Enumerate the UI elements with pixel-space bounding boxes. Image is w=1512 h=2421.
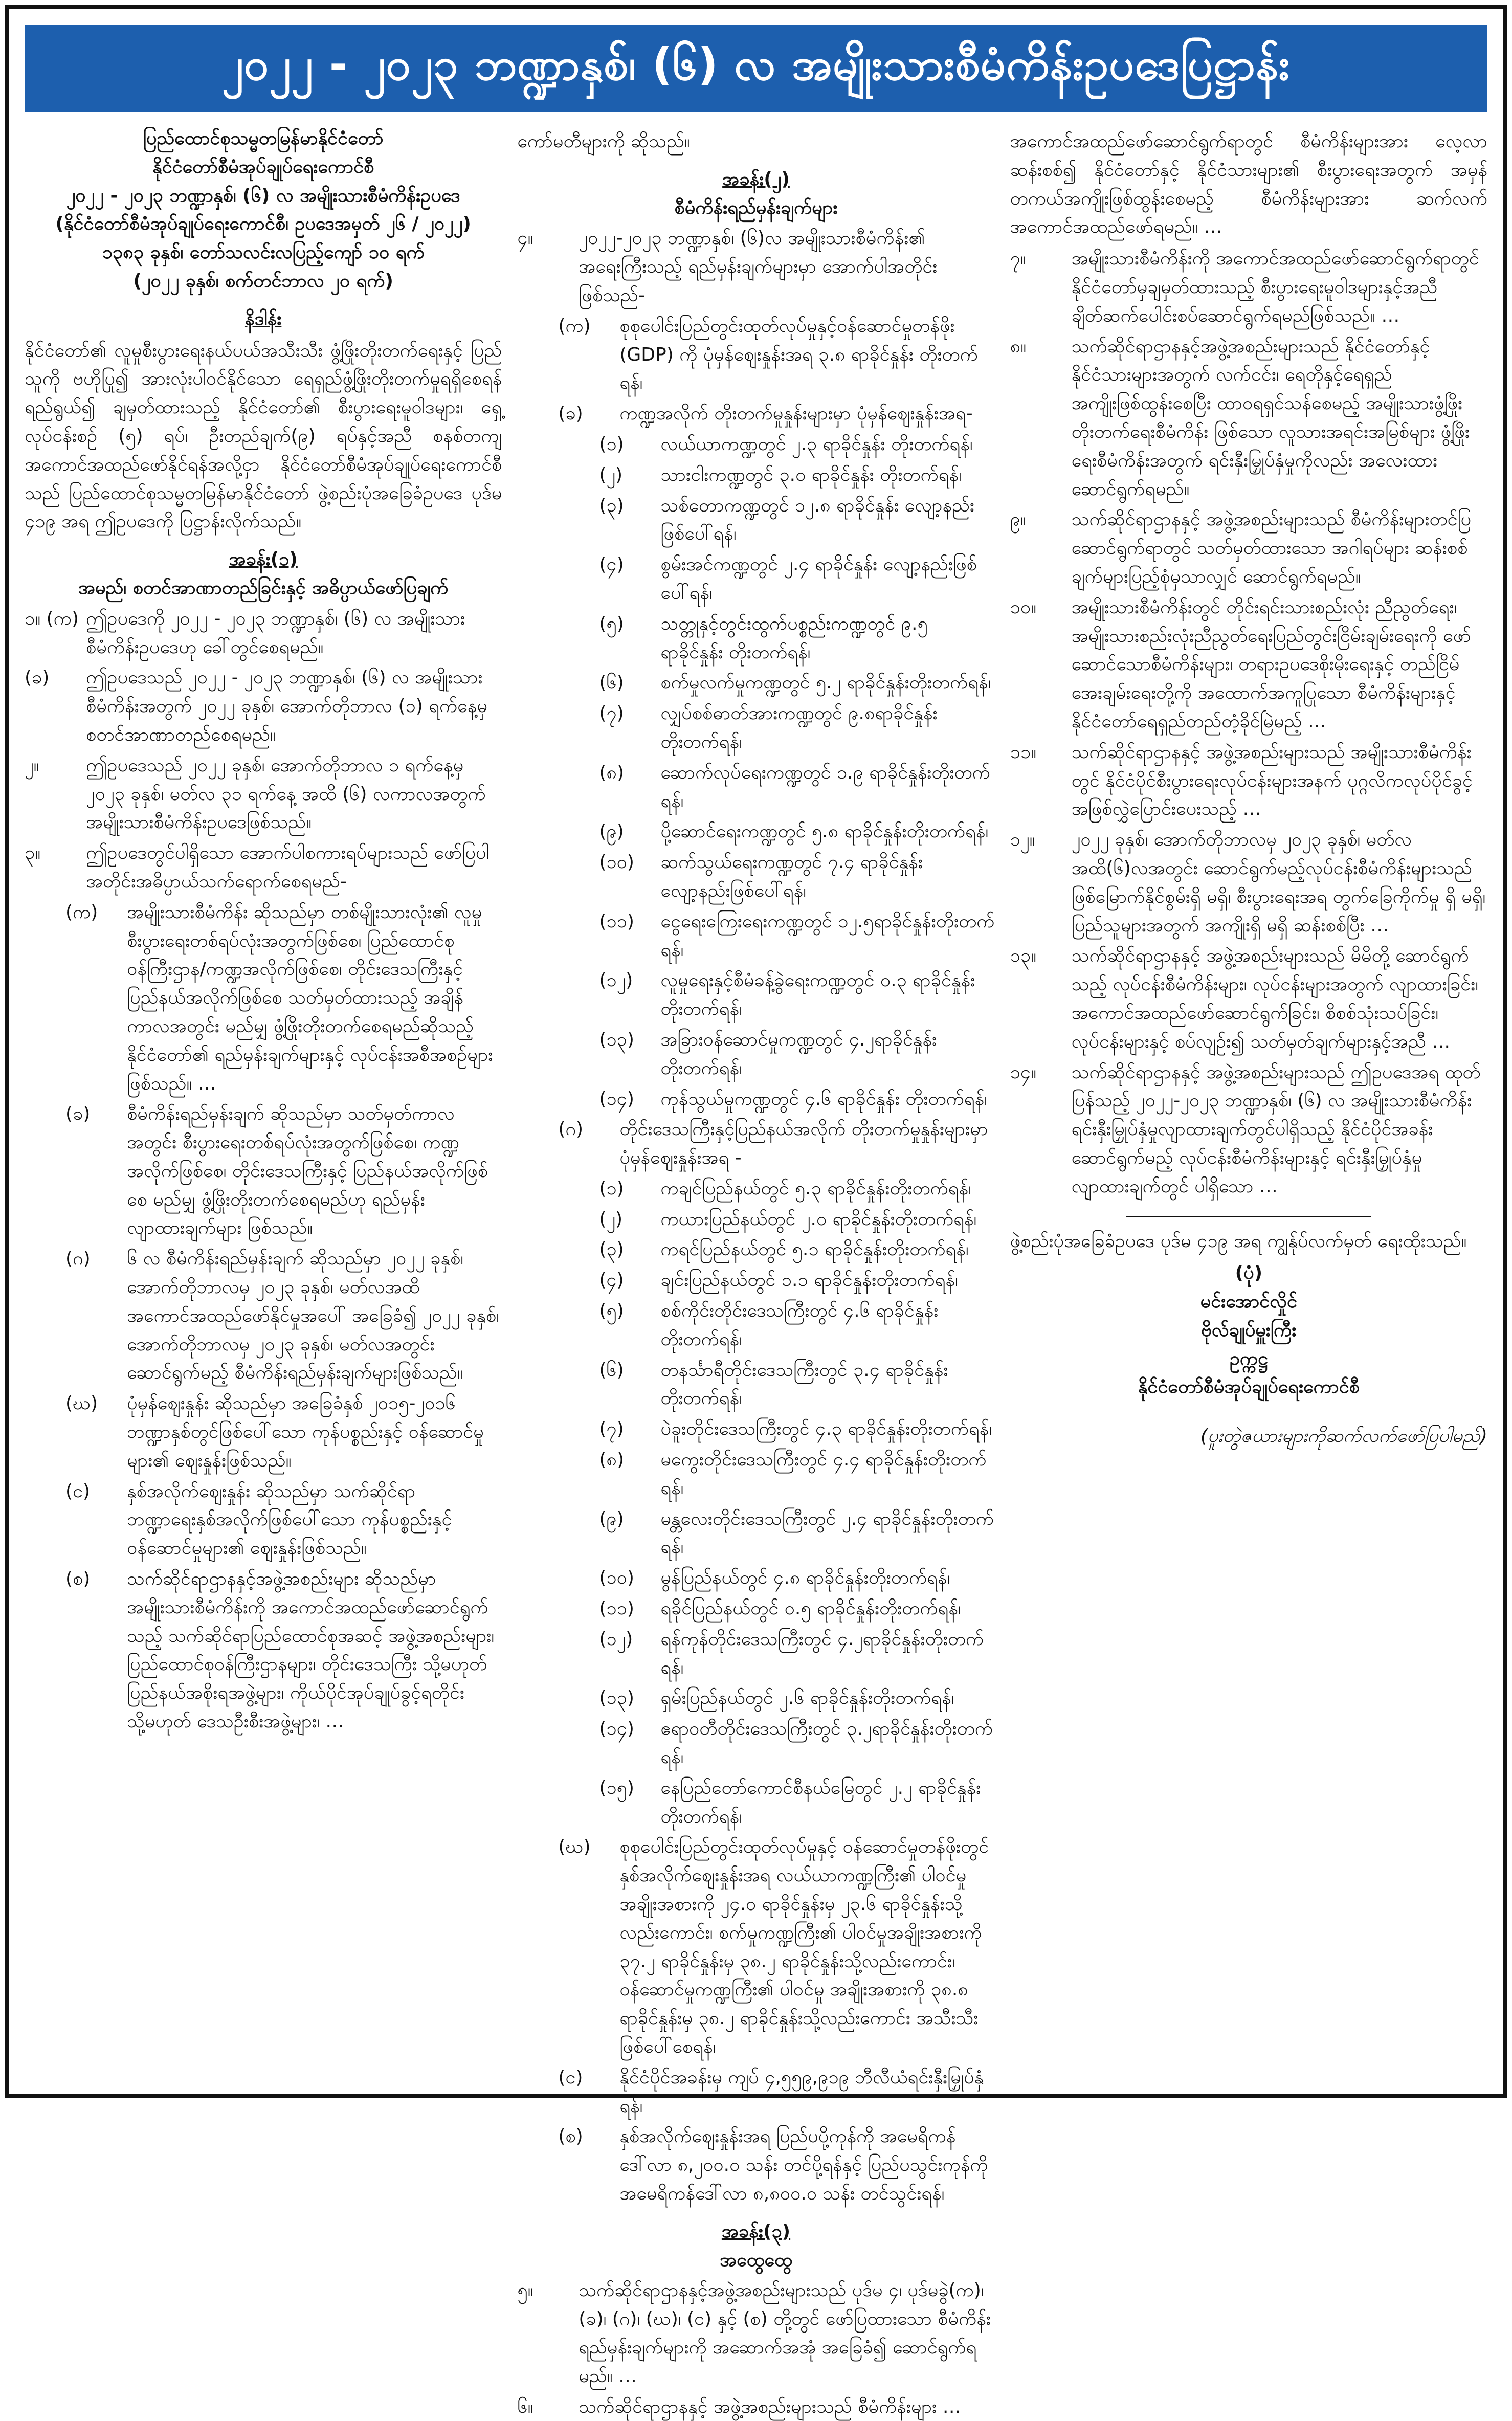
item-text: လျှပ်စစ်ဓာတ်အားကဏ္ဍတွင် ၉.၈ရာခိုင်နှုန်းတိုးတက်ရန်၊ [660, 703, 938, 752]
item-text: စုစုပေါင်းပြည်တွင်းထုတ်လုပ်မှုနှင့်ဝန်ဆောင်မှုတန်ဖိုး (GDP) ကို ပုံမှန်ဈေးနှုန်းအရ ၃.၈ ရာခိုင်နှုန်း တိုးတက်ရန်၊ [619, 315, 978, 394]
section-text: ၂၀၂၂ ခုနှစ်၊ အောက်တိုဘာလမှ ၂၀၂၃ ခုနှစ်၊ မတ်လအထိ(၆)လအတွင်း ဆောင်ရွက်မည့်လုပ်ငန်းစီမံကိန်းများသည် ဖြစ်မြောက်နိုင်စွမ်းရှိ မရှိ၊ စီးပွားရေးအရ တွက်ခြေကိုက်မှု ရှိ မရှိ၊ ပြည်သူများအတွက် အကျိုးရှိ မရှိ ဆန်းစစ်ပြီး … [1071, 829, 1486, 936]
divider [1126, 1216, 1371, 1217]
list-item [517, 1026, 994, 1083]
item-text: ကဏ္ဍအလိုက် တိုးတက်မှုနှုန်းများမှာ ပုံမှန်ဈေးနှုန်းအရ- [619, 403, 973, 425]
chapter-2-title: အခန်း(၂) [722, 168, 790, 190]
list-item [517, 1594, 994, 1623]
section-12 [1010, 826, 1487, 940]
target-ga [517, 1115, 994, 1172]
columns [25, 124, 1487, 2417]
item-number: (၂) [599, 464, 623, 485]
list-item [517, 1266, 994, 1295]
item-text: ဆောက်လုပ်ရေးကဏ္ဍတွင် ၁.၉ ရာခိုင်နှုန်းတိုးတက်ရန်၊ [660, 762, 990, 812]
section-3 [25, 839, 502, 896]
definition-ka [25, 898, 502, 1098]
list-item [517, 1085, 994, 1114]
item-text: စက်မှုလက်မှုကဏ္ဍတွင် ၅.၂ ရာခိုင်နှုန်းတိုးတက်ရန်၊ [660, 672, 991, 694]
section-text: ဤဥပဒေတွင်ပါရှိသော အောက်ပါစကားရပ်များသည် ဖော်ပြပါ အတိုင်းအဓိပ္ပာယ်သက်ရောက်စေရမည်- [86, 842, 490, 892]
item-number: (၁၅) [599, 1777, 634, 1798]
signatory-position: ဥက္ကဋ္ဌ [1229, 1348, 1268, 1369]
section-number: ၉။ [1010, 509, 1026, 530]
section-text: သက်ဆိုင်ရာဌာနနှင့် အဖွဲ့အစည်းများသည် အမျိုးသားစီမံကိန်းတွင် နိုင်ငံပိုင်စီးပွားရေးလုပ်ငန်းများအနက် ပုဂ္ဂလိကလုပ်ပိုင်ခွင့် အဖြစ်လွှဲပြောင်းပေးသည့် … [1071, 741, 1473, 820]
item-number: (င) [558, 2067, 583, 2088]
item-text: ၆ လ စီမံကိန်းရည်မှန်းချက် ဆိုသည်မှာ ၂၀၂၂ ခုနှစ်၊ အောက်တိုဘာလမှ ၂၀၂၃ ခုနှစ်၊ မတ်လအထိ အကောင်အထည်ဖော်နိုင်မှုအပေါ် အခြေခံ၍ ၂၀၂၂ ခုနှစ်၊ အောက်တိုဘာလမှ ၂၀၂၃ ခုနှစ်၊ မတ်လအတွင်း ဆောင်ရွက်မည့် စီမံကိန်းရည်မှန်းချက်များဖြစ်သည်။ [127, 1248, 499, 1384]
section-13 [1010, 942, 1487, 1056]
item-number: (၁၂) [599, 1628, 633, 1650]
item-text: ပို့ဆောင်ရေးကဏ္ဍတွင် ၅.၈ ရာခိုင်နှုန်းတိုးတက်ရန်၊ [660, 821, 989, 842]
item-number: (ဂ) [558, 1119, 583, 1140]
definition-gha [25, 1389, 502, 1475]
section-5 [517, 2276, 994, 2390]
list-item [517, 461, 994, 490]
list-item [517, 1174, 994, 1203]
section-1b [25, 663, 502, 749]
item-number: (ဂ) [65, 1248, 91, 1270]
section-text: သက်ဆိုင်ရာဌာနနှင့် အဖွဲ့အစည်းများသည် စီမံကိန်းများ … [579, 2396, 961, 2417]
section-text: သက်ဆိုင်ရာဌာနနှင့်အဖွဲ့အစည်းများသည် နိုင်ငံတော်နှင့် နိုင်ငံသားများအတွက် လက်ငင်း၊ ရေတိုနှင့်ရေရှည်အကျိုးဖြစ်ထွန်းစေပြီး ထာဝရရှင်သန်စေမည့် အမျိုးသားဖွံ့ဖြိုးတိုးတက်ရေးစီမံကိန်း ဖြစ်သော လူသားအရင်းအမြစ်များ ဖွံ့ဖြိုးရေးစီမံကိန်းအတွက် ရင်းနှီးမြှုပ်နှံမှုကိုလည်း အလေးထားဆောင်ရွက်ရမည်။ [1071, 336, 1470, 500]
list-item [517, 550, 994, 608]
item-number: (၆) [599, 1359, 624, 1381]
item-number: (၁) [599, 1178, 624, 1199]
region-list [517, 1174, 994, 1831]
definition-nga [25, 1477, 502, 1563]
item-number: (၁၃) [599, 1029, 634, 1050]
chapter-1-subtitle: အမည်၊ စတင်အာဏာတည်ခြင်းနှင့် အဓိပ္ပာယ်ဖော်ပြချက် [78, 577, 449, 598]
section-number: ၈။ [1010, 336, 1027, 357]
item-text: ကုန်သွယ်မှုကဏ္ဍတွင် ၄.၆ ရာခိုင်နှုန်း တိုးတက်ရန်၊ [660, 1088, 987, 1109]
item-text: ကရင်ပြည်နယ်တွင် ၅.၁ ရာခိုင်နှုန်းတိုးတက်ရန်၊ [660, 1239, 969, 1260]
signatory-rank: ဗိုလ်ချုပ်မှူးကြီး [1201, 1319, 1297, 1341]
item-text: ဧရာဝတီတိုင်းဒေသကြီးတွင် ၃.၂ရာခိုင်နှုန်းတိုးတက်ရန်၊ [660, 1718, 993, 1768]
item-number: (၁၁) [599, 1598, 634, 1619]
item-number: (က) [65, 901, 98, 923]
item-number: (၁၁) [599, 910, 634, 932]
section-number: ၁၁။ [1010, 741, 1037, 763]
list-item [517, 610, 994, 667]
chapter-3-title: အခန်း(၃) [721, 2220, 791, 2242]
item-text: တနင်္သာရီတိုင်းဒေသကြီးတွင် ၃.၄ ရာခိုင်နှုန်း တိုးတက်ရန်၊ [660, 1359, 948, 1409]
item-text: ကချင်ပြည်နယ်တွင် ၅.၃ ရာခိုင်နှုန်းတိုးတက်ရန်၊ [660, 1178, 971, 1199]
definition-sa [25, 1565, 502, 1736]
item-number: (င) [65, 1480, 91, 1502]
intro-text: နိုင်ငံတော်၏ လူမှုစီးပွားရေးနယ်ပယ်အသီးသီး ဖွံ့ဖြိုးတိုးတက်ရေးနှင့် ပြည်သူကို ဗဟိုပြု၍ အားလုံးပါဝင်နိုင်သော ရေရှည်ဖွံ့ဖြိုးတိုးတက်မှုရရှိစေရန် ရည်ရွယ်၍ ချမှတ်ထားသည့် နိုင်ငံတော်၏ စီးပွားရေးမူဝါဒများ၊ ရှေ့လုပ်ငန်းစဉ် (၅) ရပ်၊ ဦးတည်ချက်(၉) ရပ်နှင့်အညီ စနစ်တကျ အကောင်အထည်ဖော်နိုင်ရန်အလို့ငှာ နိုင်ငံတော်စီမံအုပ်ချုပ်ရေးကောင်စီသည် ပြည်ထောင်စုသမ္မတမြန်မာနိုင်ငံတော် ဖွဲ့စည်းပုံအခြေခံဥပဒေ ပုဒ်မ ၄၁၉ အရ ဤဥပဒေကို ပြဋ္ဌာန်းလိုက်သည်။ [25, 340, 502, 532]
item-text: တိုင်းဒေသကြီးနှင့်ပြည်နယ်အလိုက် တိုးတက်မှုနှုန်းများမှာ ပုံမှန်ဈေးနှုန်းအရ - [619, 1119, 988, 1169]
item-text: ရန်ကုန်တိုင်းဒေသကြီးတွင် ၄.၂ရာခိုင်နှုန်းတိုးတက်ရန်၊ [660, 1628, 984, 1678]
list-item [517, 669, 994, 697]
list-item [517, 1415, 994, 1443]
list-item [517, 1356, 994, 1413]
section-9 [1010, 505, 1487, 591]
item-number: (၁၀) [599, 1567, 634, 1589]
item-number: (၃) [599, 1239, 624, 1260]
section-text: ၂၀၂၂-၂၀၂၃ ဘဏ္ဍာနှစ်၊ (၆)လ အမျိုးသားစီမံကိန်း၏ အရေးကြီးသည့် ရည်မှန်းချက်များမှာ အောက်ပါအတိုင်းဖြစ်သည်- [579, 228, 938, 306]
item-number: (ဃ) [65, 1393, 98, 1414]
section-number: ၁။ (က) [25, 608, 79, 629]
item-number: (၅) [599, 613, 624, 634]
item-number: (၁) [599, 433, 624, 455]
section-number: ၃။ [25, 842, 41, 864]
item-number: (၉) [599, 821, 624, 842]
header-line-4: (နိုင်ငံတော်စီမံအုပ်ချုပ်ရေးကောင်စီ၊ ဥပဒေအမှတ် ၂၆ / ၂၀၂၂) [55, 213, 471, 235]
section-10 [1010, 593, 1487, 736]
item-number: (က) [558, 315, 591, 337]
section-4 [517, 224, 994, 309]
list-item [517, 1564, 994, 1592]
section-text: ဤဥပဒေသည် ၂၀၂၂ - ၂၀၂၃ ဘဏ္ဍာနှစ်၊ (၆) လ အမျိုးသားစီမံကိန်းအတွက် ၂၀၂၂ ခုနှစ်၊ အောက်တိုဘာလ (၁) ရက်နေ့မှ စတင်အာဏာတည်စေရမည်။ [86, 667, 487, 745]
item-number: (စ) [558, 2126, 583, 2147]
target-ka [517, 312, 994, 397]
section-number: ၁၃။ [1010, 945, 1037, 967]
list-item [517, 759, 994, 816]
item-text: အမျိုးသားစီမံကိန်း ဆိုသည်မှာ တစ်မျိုးသားလုံး၏ လူမှုစီးပွားရေးတစ်ရပ်လုံးအတွက်ဖြစ်စေ၊ ပြည်ထောင်စုဝန်ကြီးဌာန/ကဏ္ဍအလိုက်ဖြစ်စေ၊ တိုင်းဒေသကြီးနှင့် ပြည်နယ်အလိုက်ဖြစ်စေ သတ်မှတ်ထားသည့် အချိန်ကာလအတွင်း မည်မျှ ဖွံ့ဖြိုးတိုးတက်စေရမည်ဆိုသည့် နိုင်ငံတော်၏ ရည်မှန်းချက်များနှင့် လုပ်ငန်းအစီအစဉ်များဖြစ်သည်။ … [127, 901, 493, 1094]
item-number: (၁၄) [599, 1088, 634, 1109]
item-text: အခြားဝန်ဆောင်မှုကဏ္ဍတွင် ၄.၂ရာခိုင်နှုန်းတိုးတက်ရန်၊ [660, 1029, 937, 1079]
list-item [517, 1684, 994, 1713]
definition-ga [25, 1245, 502, 1387]
section-6 [517, 2393, 994, 2421]
item-text: လယ်ယာကဏ္ဍတွင် ၂.၃ ရာခိုင်နှုန်း တိုးတက်ရန်၊ [660, 433, 973, 455]
list-item [517, 430, 994, 459]
newspaper-notice [5, 5, 1507, 2417]
item-number: (၁၂) [599, 970, 633, 991]
section-1a [25, 605, 502, 662]
item-number: (၁၀) [599, 852, 634, 873]
item-number: (၈) [599, 1449, 624, 1471]
item-number: (၅) [599, 1300, 624, 1322]
item-text: စီမံကိန်းရည်မှန်းချက် ဆိုသည်မှာ သတ်မှတ်ကာလအတွင်း စီးပွားရေးတစ်ရပ်လုံးအတွက်ဖြစ်စေ၊ ကဏ္ဍအလိုက်ဖြစ်စေ၊ တိုင်းဒေသကြီးနှင့် ပြည်နယ်အလိုက်ဖြစ်စေ မည်မျှ ဖွံ့ဖြိုးတိုးတက်စေရမည်ဟု ရည်မှန်းလျာထားချက်များ ဖြစ်သည်။ [127, 1103, 488, 1239]
continued-text: ကော်မတီများကို ဆိုသည်။ [517, 131, 690, 152]
item-text: ဆက်သွယ်ရေးကဏ္ဍတွင် ၇.၄ ရာခိုင်နှုန်း လျော့နည်းဖြစ်ပေါ်ရန်၊ [660, 852, 923, 901]
header-line-6: (၂၀၂၂ ခုနှစ်၊ စက်တင်ဘာလ ၂၀ ရက်) [133, 270, 393, 292]
definition-kha [25, 1100, 502, 1242]
chapter-2-subtitle: စီမံကိန်းရည်မှန်းချက်များ [674, 197, 838, 218]
item-text: ချင်းပြည်နယ်တွင် ၁.၁ ရာခိုင်နှုန်းတိုးတက်ရန်၊ [660, 1270, 958, 1291]
column-2 [517, 124, 995, 2417]
list-item [517, 817, 994, 846]
section-text: ဤဥပဒေကို ၂၀၂၂ - ၂၀၂၃ ဘဏ္ဍာနှစ်၊ (၆) လ အမျိုးသားစီမံကိန်းဥပဒေဟု ခေါ်တွင်စေရမည်။ [86, 608, 465, 658]
item-text: နေပြည်တော်ကောင်စီနယ်မြေတွင် ၂.၂ ရာခိုင်နှုန်း တိုးတက်ရန်၊ [660, 1777, 981, 1827]
section-text: ဤဥပဒေသည် ၂၀၂၂ ခုနှစ်၊ အောက်တိုဘာလ ၁ ရက်နေ့မှ ၂၀၂၃ ခုနှစ်၊ မတ်လ ၃၁ ရက်နေ့ အထိ (၆) လကာလအတွက် အမျိုးသားစီမံကိန်းဥပဒေဖြစ်သည်။ [86, 754, 486, 833]
section-number: ၁၀။ [1010, 596, 1037, 618]
signature-seal: (ပုံ) [1235, 1262, 1263, 1284]
section-number: ၄။ [517, 228, 533, 249]
item-text: ရခိုင်ပြည်နယ်တွင် ၀.၅ ရာခိုင်နှုန်းတိုးတက်ရန်၊ [660, 1598, 961, 1619]
list-item [517, 1235, 994, 1264]
section-text: သက်ဆိုင်ရာဌာနနှင့် အဖွဲ့အစည်းများသည် ဤဥပဒေအရ ထုတ်ပြန်သည့် ၂၀၂၂-၂၀၂၃ ဘဏ္ဍာနှစ်၊ (၆) လ အမျိုးသားစီမံကိန်း ရင်းနှီးမြှုပ်နှံမှုလျာထားချက်တွင်ပါရှိသည့် နိုင်ငံပိုင်အခန်း ဆောင်ရွက်မည့် လုပ်ငန်းစီမံကိန်းများနှင့် ရင်းနှီးမြှုပ်နှံမှုလျာထားချက်တွင် ပါရှိသော … [1071, 1061, 1481, 1197]
section-text: သက်ဆိုင်ရာဌာနနှင့် အဖွဲ့အစည်းများသည် မိမိတို့ ဆောင်ရွက်သည့် လုပ်ငန်းစီမံကိန်းများ၊ လုပ်ငန်းများအတွက် လျာထားခြင်း၊ အကောင်အထည်ဖော်ဆောင်ရွက်ခြင်း၊ စိစစ်သုံးသပ်ခြင်း၊ လုပ်ငန်းများနှင့် စပ်လျဉ်း၍ သတ်မှတ်ချက်များနှင့်အညီ … [1071, 945, 1478, 1052]
item-text: ရှမ်းပြည်နယ်တွင် ၂.၆ ရာခိုင်နှုန်းတိုးတက်ရန်၊ [660, 1687, 954, 1709]
section-text: သက်ဆိုင်ရာဌာနနှင့် အဖွဲ့အစည်းများသည် စီမံကိန်းများတင်ပြဆောင်ရွက်ရာတွင် သတ်မှတ်ထားသော အဂါရပ်များ ဆန်းစစ်ချက်များပြည့်စုံမှသာလျှင် ဆောင်ရွက်ရမည်။ [1071, 509, 1472, 587]
item-text: ငွေရေးကြေးရေးကဏ္ဍတွင် ၁၂.၅ရာခိုင်နှုန်းတိုးတက်ရန်၊ [660, 910, 995, 961]
target-kha [517, 399, 994, 428]
item-number: (၇) [599, 1418, 624, 1440]
list-item [517, 1205, 994, 1234]
list-item [517, 966, 994, 1024]
item-number: (၁၄) [599, 1718, 634, 1740]
list-item [517, 1446, 994, 1503]
intro-heading: နိဒါန်း [244, 308, 282, 329]
item-number: (၁၃) [599, 1687, 634, 1709]
item-text: နှစ်အလိုက်ဈေးနှုန်း ဆိုသည်မှာ သက်ဆိုင်ရာ ဘဏ္ဍာရေးနှစ်အလိုက်ဖြစ်ပေါ်သော ကုန်ပစ္စည်းနှင့် ဝန်ဆောင်မှုများ၏ ဈေးနှုန်းဖြစ်သည်။ [127, 1480, 452, 1559]
header-line-2: နိုင်ငံတော်စီမံအုပ်ချုပ်ရေးကောင်စီ [152, 156, 374, 177]
section-number: ၇။ [1010, 248, 1026, 270]
item-text: မကွေးတိုင်းဒေသကြီးတွင် ၄.၄ ရာခိုင်နှုန်းတိုးတက်ရန်၊ [660, 1449, 987, 1499]
closing-text: ဖွဲ့စည်းပုံအခြေခံဥပဒေ ပုဒ်မ ၄၁၉ အရ ကျွန်ုပ်လက်မှတ် ရေးထိုးသည်။ [1010, 1231, 1467, 1252]
list-item [517, 1625, 994, 1682]
sector-list [517, 430, 994, 1113]
footer-note: (ပူးတွဲဇယားများကိုဆက်လက်ဖော်ပြပါမည်) [1200, 1426, 1487, 1447]
section-text: အမျိုးသားစီမံကိန်းကို အကောင်အထည်ဖော်ဆောင်ရွက်ရာတွင် နိုင်ငံတော်မှချမှတ်ထားသည့် စီးပွားရေးမူဝါဒများနှင့်အညီ ချိတ်ဆက်ပေါင်းစပ်ဆောင်ရွက်ရမည်ဖြစ်သည်။ … [1071, 248, 1479, 326]
header-line-3: ၂၀၂၂ - ၂၀၂၃ ဘဏ္ဍာနှစ်၊ (၆) လ အမျိုးသားစီမံကိန်းဥပဒေ [66, 185, 460, 206]
item-number: (၉) [599, 1508, 624, 1529]
chapter-3-subtitle: အထွေထွေ [720, 2249, 792, 2271]
section-text: သက်ဆိုင်ရာဌာနနှင့်အဖွဲ့အစည်းများသည် ပုဒ်မ ၄၊ ပုဒ်မခွဲ(က)၊ (ခ)၊ (ဂ)၊ (ဃ)၊ (င) နှင့် (စ) တို့တွင် ဖော်ပြထားသော စီမံကိန်းရည်မှန်းချက်များကို အဆောက်အအုံ အခြေခံ၍ ဆောင်ရွက်ရမည်။ … [579, 2280, 991, 2387]
list-item [517, 1715, 994, 1772]
section-7 [1010, 245, 1487, 330]
section-number: ၅။ [517, 2280, 533, 2301]
item-text: လူမှုရေးနှင့်စီမံခန့်ခွဲရေးကဏ္ဍတွင် ၀.၃ ရာခိုင်နှုန်း တိုးတက်ရန်၊ [660, 970, 975, 1020]
signatory-name: မင်းအောင်လှိုင် [1200, 1291, 1297, 1313]
item-text: သက်ဆိုင်ရာဌာနနှင့်အဖွဲ့အစည်းများ ဆိုသည်မှာ အမျိုးသားစီမံကိန်းကို အကောင်အထည်ဖော်ဆောင်ရွက်သည့် သက်ဆိုင်ရာပြည်ထောင်စုအဆင့် အဖွဲ့အစည်းများ၊ ပြည်ထောင်စုဝန်ကြီးဌာနများ၊ တိုင်းဒေသကြီး သို့မဟုတ် ပြည်နယ်အစိုးရအဖွဲ့များ၊ ကိုယ်ပိုင်အုပ်ချုပ်ခွင့်ရတိုင်း သို့မဟုတ် ဒေသဦးစီးအဖွဲ့များ၊ … [127, 1568, 495, 1733]
item-number: (၇) [599, 703, 624, 724]
section-14 [1010, 1058, 1487, 1201]
list-item [517, 848, 994, 905]
item-text: သတ္တုနှင့်တွင်းထွက်ပစ္စည်းကဏ္ဍတွင် ၉.၅ ရာခိုင်နှုန်း တိုးတက်ရန်၊ [660, 613, 928, 663]
column-1 [25, 124, 502, 2083]
list-item [517, 1505, 994, 1562]
item-text: မန္တလေးတိုင်းဒေသကြီးတွင် ၂.၄ ရာခိုင်နှုန်းတိုးတက်ရန်၊ [660, 1508, 994, 1558]
section-number: ၁၄။ [1010, 1061, 1037, 1083]
item-number: (၄) [599, 554, 624, 575]
signatory-organization: နိုင်ငံတော်စီမံအုပ်ချုပ်ရေးကောင်စီ [1138, 1376, 1360, 1398]
item-text: စစ်ကိုင်းတိုင်းဒေသကြီးတွင် ၄.၆ ရာခိုင်နှုန်းတိုးတက်ရန်၊ [660, 1300, 939, 1350]
list-item [517, 492, 994, 549]
chapter-1-title: အခန်း(၁) [229, 549, 298, 570]
item-number: (ခ) [65, 1103, 91, 1125]
item-text: စုစုပေါင်းပြည်တွင်းထုတ်လုပ်မှုနှင့် ဝန်ဆောင်မှုတန်ဖိုးတွင် နှစ်အလိုက်ဈေးနှုန်းအရ လယ်ယာကဏ္ဍကြီး၏ ပါဝင်မှု အချိုးအစားကို ၂၄.၀ ရာခိုင်နှုန်းမှ ၂၃.၆ ရာခိုင်နှုန်းသို့ လည်းကောင်း၊ စက်မှုကဏ္ဍကြီး၏ ပါဝင်မှုအချိုးအစားကို ၃၇.၂ ရာခိုင်နှုန်းမှ ၃၈.၂ ရာခိုင်နှုန်းသို့လည်းကောင်း၊ ဝန်ဆောင်မှုကဏ္ဍကြီး၏ ပါဝင်မှု အချိုးအစားကို ၃၈.၈ ရာခိုင်နှုန်းမှ ၃၈.၂ ရာခိုင်နှုန်းသို့လည်းကောင်း အသီးသီး ဖြစ်ပေါ်စေရန်၊ [619, 1836, 989, 2057]
target-gha [517, 1833, 994, 2061]
item-text: ကယားပြည်နယ်တွင် ၂.၀ ရာခိုင်နှုန်းတိုးတက်ရန်၊ [660, 1208, 977, 1230]
item-number: (၆) [599, 672, 624, 694]
item-number: (၄) [599, 1270, 624, 1291]
list-item [517, 907, 994, 965]
continued-text: အကောင်အထည်ဖော်ဆောင်ရွက်ရာတွင် စီမံကိန်းများအား လေ့လာဆန်းစစ်၍ နိုင်ငံတော်နှင့် နိုင်ငံသားများ၏ စီးပွားရေးအတွက် အမှန်တကယ်အကျိုးဖြစ်ထွန်းစေမည့် စီမံကိန်းများအား ဆက်လက်အကောင်အထည်ဖော်ရမည်။ … [1010, 131, 1487, 238]
item-text: နှစ်အလိုက်ဈေးနှုန်းအရ ပြည်ပပို့ကုန်ကို အမေရိကန်ဒေါ်လာ ၈,၂၀၀.၀ သန်း တင်ပို့ရန်နှင့် ပြည်ပသွင်းကုန်ကို အမေရိကန်ဒေါ်လာ ၈,၈၀၀.၀ သန်း တင်သွင်းရန်၊ [619, 2126, 988, 2204]
column-3 [1010, 124, 1487, 2083]
target-nga [517, 2063, 994, 2121]
list-item [517, 1297, 994, 1354]
item-number: (ခ) [558, 403, 583, 425]
section-8 [1010, 332, 1487, 504]
list-item [517, 1774, 994, 1831]
item-number: (ဃ) [558, 1836, 591, 1858]
item-number: (၃) [599, 495, 624, 516]
item-text: ပုံမှန်ဈေးနှုန်း ဆိုသည်မှာ အခြေခံနှစ် ၂၀၁၅-၂၀၁၆ ဘဏ္ဍာနှစ်တွင်ဖြစ်ပေါ်သော ကုန်ပစ္စည်းနှင့် ဝန်ဆောင်မှုများ၏ ဈေးနှုန်းဖြစ်သည်။ [127, 1393, 484, 1471]
section-number: ၂။ [25, 754, 39, 776]
section-number: ၆။ [517, 2396, 533, 2417]
item-number: (၈) [599, 762, 624, 783]
section-11 [1010, 738, 1487, 824]
item-text: နိုင်ငံပိုင်အခန်းမှ ကျပ် ၄,၅၅၉,၉၁၉ ဘီလီယံရင်းနှီးမြှုပ်နှံရန်၊ [619, 2067, 984, 2117]
item-text: သစ်တောကဏ္ဍတွင် ၁၂.၈ ရာခိုင်နှုန်း လျော့နည်းဖြစ်ပေါ်ရန်၊ [660, 495, 975, 545]
target-sa [517, 2122, 994, 2208]
list-item [517, 699, 994, 757]
section-number: (ခ) [25, 667, 50, 688]
section-2 [25, 751, 502, 837]
item-number: (၂) [599, 1208, 623, 1230]
section-number: ၁၂။ [1010, 829, 1035, 851]
item-text: စွမ်းအင်ကဏ္ဍတွင် ၂.၄ ရာခိုင်နှုန်း လျော့နည်းဖြစ်ပေါ်ရန်၊ [660, 554, 977, 604]
header-line-1: ပြည်ထောင်စုသမ္မတမြန်မာနိုင်ငံတော် [143, 128, 384, 149]
section-text: အမျိုးသားစီမံကိန်းတွင် တိုင်းရင်းသားစည်းလုံး ညီညွတ်ရေး၊ အမျိုးသားစည်းလုံးညီညွတ်ရေးပြည်တွင်းငြိမ်းချမ်းရေးကို ဖော်ဆောင်သောစီမံကိန်းများ၊ တရားဥပဒေစိုးမိုးရေးနှင့် တည်ငြိမ်အေးချမ်းရေးတို့ကို အထောက်အကူပြုသော စီမံကိန်းများနှင့် နိုင်ငံတော်ရေရှည်တည်တံ့ခိုင်မြဲမည့် … [1071, 596, 1471, 732]
header-line-5: ၁၃၈၃ ခုနှစ်၊ တော်သလင်းလပြည့်ကျော် ၁၀ ရက် [102, 242, 425, 263]
item-text: မွန်ပြည်နယ်တွင် ၄.၈ ရာခိုင်နှုန်းတိုးတက်ရန်၊ [660, 1567, 950, 1589]
item-number: (စ) [65, 1568, 91, 1590]
item-text: သားငါးကဏ္ဍတွင် ၃.၀ ရာခိုင်နှုန်း တိုးတက်ရန်၊ [660, 464, 962, 485]
item-text: ပဲခူးတိုင်းဒေသကြီးတွင် ၄.၃ ရာခိုင်နှုန်းတိုးတက်ရန်၊ [660, 1418, 992, 1440]
banner-title: ၂၀၂၂ - ၂၀၂၃ ဘဏ္ဍာနှစ်၊ (၆) လ အမျိုးသားစီမံကိန်းဥပဒေပြဋ္ဌာန်း [25, 25, 1487, 112]
